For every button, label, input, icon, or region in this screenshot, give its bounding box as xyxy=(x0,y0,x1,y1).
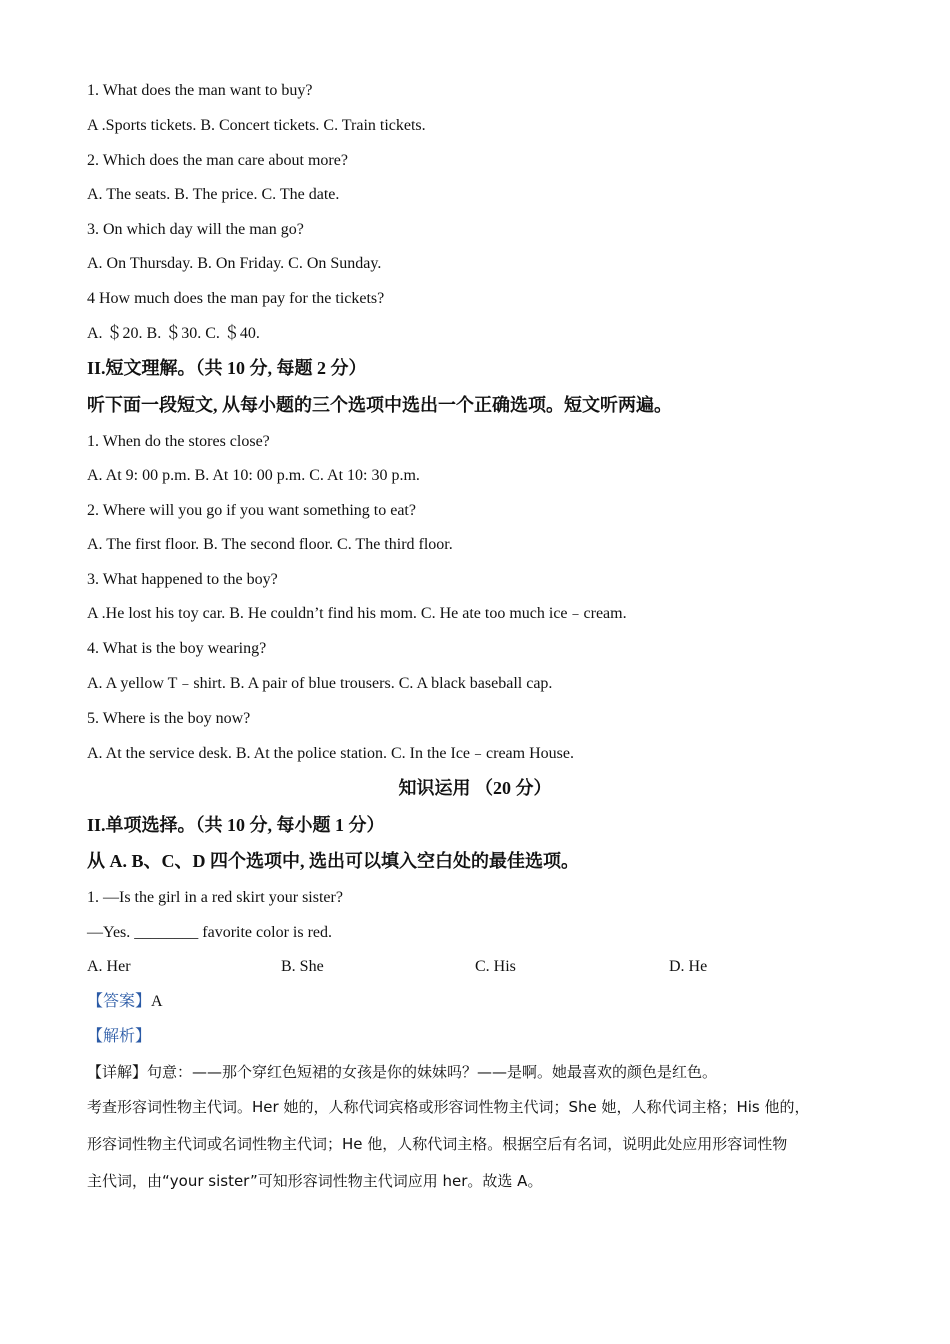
question-text: 4 How much does the man pay for the tickets? xyxy=(87,290,385,307)
section-heading: II.单项选择。（共 10 分, 每小题 1 分） xyxy=(87,815,385,835)
answer-value: A xyxy=(151,993,163,1010)
question-text: 1. —Is the girl in a red skirt your sister? xyxy=(87,889,343,906)
question-text: 1. What does the man want to buy? xyxy=(87,82,313,99)
answer-options: A. On Thursday. B. On Friday. C. On Sunday. xyxy=(87,255,382,272)
question-blank-line: —Yes. ________ favorite color is red. xyxy=(87,924,333,941)
detail-text: 【详解】句意：——那个穿红色短裙的女孩是你的妹妹吗？——是啊。她最喜欢的颜色是红色。 xyxy=(87,1063,718,1081)
question-text: 5. Where is the boy now? xyxy=(87,710,251,727)
option-d: D. He xyxy=(669,958,708,975)
option-a: A. Her xyxy=(87,958,131,975)
answer-options: A. A yellow T﹣shirt. B. A pair of blue trousers. C. A black baseball cap. xyxy=(87,675,553,692)
answer-options: A. At the service desk. B. At the police station. C. In the Ice﹣cream House. xyxy=(87,745,574,762)
explanation-line: 考查形容词性物主代词。Her 她的，人称代词宾格或形容词性物主代词；She 她，人称代词主格；His 他的， xyxy=(87,1098,810,1116)
answer-options: A. The seats. B. The price. C. The date. xyxy=(87,186,340,203)
question-text: 2. Where will you go if you want something to eat? xyxy=(87,502,416,519)
answer-label: 【答案】 xyxy=(87,993,152,1010)
part-title: 知识运用 （20 分） xyxy=(398,778,552,798)
question-text: 2. Which does the man care about more? xyxy=(87,152,348,169)
option-b: B. She xyxy=(281,958,324,975)
answer-options: A. At 9: 00 p.m. B. At 10: 00 p.m. C. At 10: 30 p.m. xyxy=(87,467,420,484)
question-text: 3. What happened to the boy? xyxy=(87,571,278,588)
section-heading: II.短文理解。（共 10 分, 每题 2 分） xyxy=(87,358,367,378)
option-c: C. His xyxy=(475,958,516,975)
answer-options: A. The first floor. B. The second floor. C. The third floor. xyxy=(87,536,453,553)
question-text: 4. What is the boy wearing? xyxy=(87,640,267,657)
answer-options: A. ＄20. B. ＄30. C. ＄40. xyxy=(87,325,260,342)
analysis-label: 【解析】 xyxy=(87,1028,152,1045)
answer-options: A .Sports tickets. B. Concert tickets. C. Train tickets. xyxy=(87,117,426,134)
answer-line xyxy=(87,992,877,1012)
section-instruction: 从 A. B、C、D 四个选项中, 选出可以填入空白处的最佳选项。 xyxy=(87,851,580,871)
explanation-line: 形容词性物主代词或名词性物主代词；He 他，人称代词主格。根据空后有名词，说明此处应用形容词性物 xyxy=(87,1135,788,1153)
question-text: 3. On which day will the man go? xyxy=(87,221,304,238)
answer-options: A .He lost his toy car. B. He couldn’t find his mom. C. He ate too much ice﹣cream. xyxy=(87,605,627,622)
section-instruction: 听下面一段短文, 从每小题的三个选项中选出一个正确选项。短文听两遍。 xyxy=(87,395,672,415)
question-text: 1. When do the stores close? xyxy=(87,433,270,450)
explanation-line: 主代词，由“your sister”可知形容词性物主代词应用 her。故选 A。 xyxy=(87,1172,543,1190)
